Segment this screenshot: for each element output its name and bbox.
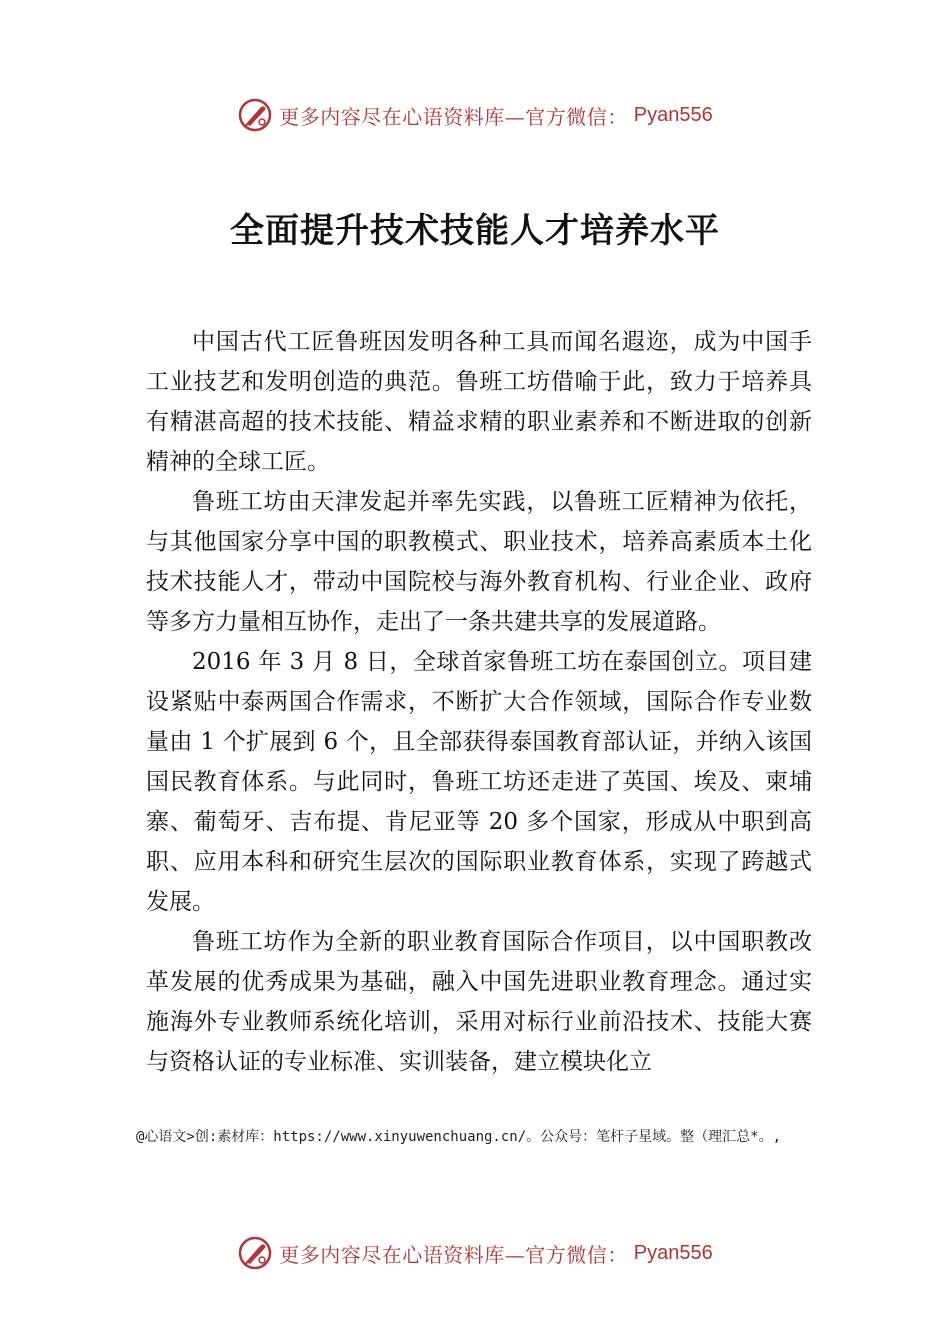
- article-body: [146, 322, 812, 1082]
- quill-pen-logo-icon: [237, 1235, 273, 1271]
- footer-banner: [0, 1233, 950, 1273]
- quill-pen-logo-icon: [237, 97, 273, 133]
- paragraph: 中国古代工匠鲁班因发明各种工具而闻名遐迩，成为中国手工业技艺和发明创造的典范。鲁班工坊借喻于此，致力于培养具有精湛高超的技术技能、精益求精的职业素养和不断进取的创新精神的全球工匠。: [146, 329, 812, 475]
- banner-text: 更多内容尽在心语资料库—官方微信：: [279, 104, 628, 129]
- header-banner: [0, 95, 950, 135]
- wechat-id: Pyan556: [633, 1241, 713, 1264]
- paragraph: 鲁班工坊作为全新的职业教育国际合作项目，以中国职教改革发展的优秀成果为基础，融入中国先进职业教育理念。通过实施海外专业教师系统化培训，采用对标行业前沿技术、技能大赛与资格认证的专业标准、实训装备，建立模块化立: [146, 929, 812, 1075]
- page-title: 全面提升技术技能人才培养水平: [230, 211, 720, 251]
- paragraph: 鲁班工坊由天津发起并率先实践，以鲁班工匠精神为依托，与其他国家分享中国的职教模式、职业技术，培养高素质本土化技术技能人才，带动中国院校与海外教育机构、行业企业、政府等多方力量相互协作，走出了一条共建共享的发展道路。: [146, 489, 812, 635]
- source-footnote: @心语文>创:素材库：https://www.xinyuwenchuang.cn/。公众号：笔杆子星域。整（理汇总*。,: [136, 1129, 782, 1145]
- banner-text: 更多内容尽在心语资料库—官方微信：: [279, 1242, 628, 1267]
- paragraph: 2016 年 3 月 8 日，全球首家鲁班工坊在泰国创立。项目建设紧贴中泰两国合作需求，不断扩大合作领域，国际合作专业数量由 1 个扩展到 6 个，且全部获得泰国教育部认证，并纳入该国国民教育体系。与此同时，鲁班工坊还走进了英国、埃及、柬埔寨、葡萄牙、吉布提、肯尼亚等 20 多个国家，形成从中职到高职、应用本科和研究生层次的国际职业教育体系，实现了跨越式发展。: [146, 649, 812, 915]
- wechat-id: Pyan556: [633, 103, 713, 126]
